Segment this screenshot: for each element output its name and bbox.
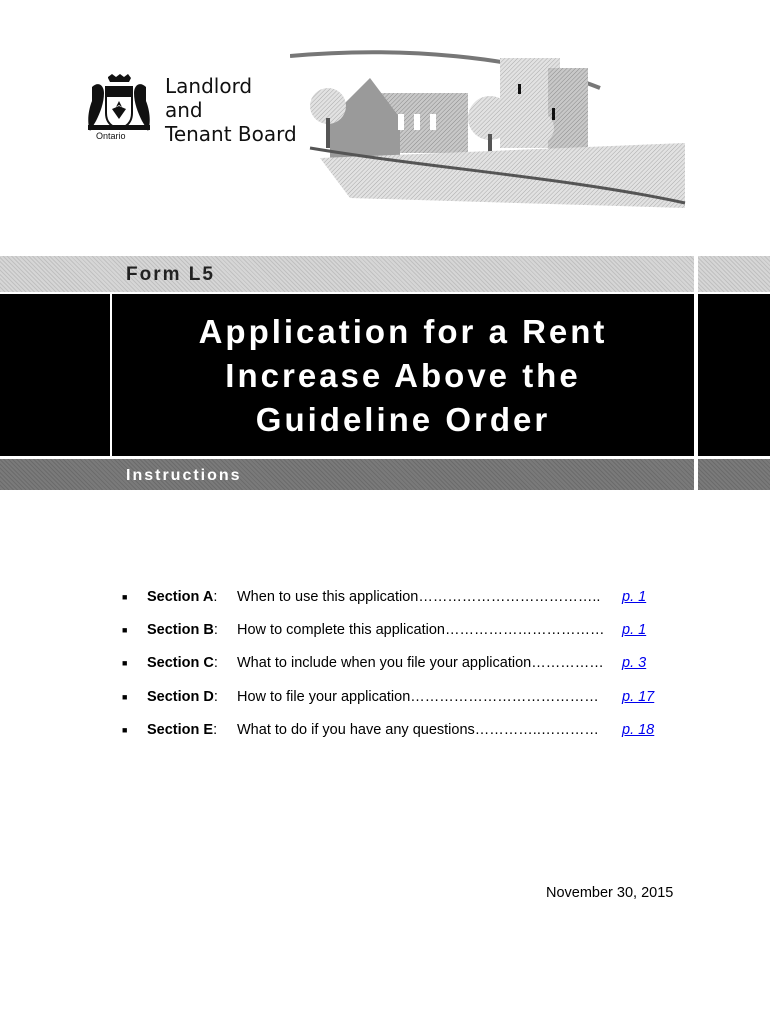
toc-section-label: Section C <box>147 655 214 671</box>
org-name-line-3: Tenant Board <box>165 122 297 146</box>
toc-description: What to do if you have any questions…………..………… <box>237 722 599 738</box>
toc-item-section-c: ■ Section C: What to include when you file your application…………… p. 3 <box>122 655 647 671</box>
title-band-right <box>698 294 770 456</box>
form-number-band-right <box>698 256 770 292</box>
form-number: Form L5 <box>126 264 215 285</box>
bullet-icon: ■ <box>122 592 128 602</box>
toc-item-section-b: ■ Section B: How to complete this application…………………………… p. 1 <box>122 622 647 638</box>
toc-section-label: Section A <box>147 589 214 605</box>
toc-section-label: Section D <box>147 689 214 705</box>
toc-item-section-d: ■ Section D: How to file your application………………………………… p. 17 <box>122 689 655 705</box>
bullet-icon: ■ <box>122 725 128 735</box>
bullet-icon: ■ <box>122 692 128 702</box>
toc-description: When to use this application……………………………….. <box>237 589 601 605</box>
title-line-2: Increase Above the <box>225 357 581 394</box>
document-date: November 30, 2015 <box>546 885 674 901</box>
toc-page-link[interactable]: p. 3 <box>622 655 647 671</box>
toc-description: What to include when you file your application…………… <box>237 655 604 671</box>
title-line-3: Guideline Order <box>255 401 551 438</box>
title-line-1: Application for a Rent <box>198 313 608 350</box>
toc-page-link[interactable]: p. 18 <box>622 722 655 738</box>
document-title <box>112 310 694 442</box>
org-name-line-2: and <box>165 98 203 122</box>
toc-page-link[interactable]: p. 1 <box>622 589 647 605</box>
form-number-band <box>0 256 694 292</box>
title-band-left <box>0 294 110 456</box>
instructions-heading: Instructions <box>126 467 242 484</box>
toc-description: How to complete this application…………………………… <box>237 622 605 638</box>
toc-item-section-a: ■ Section A: When to use this application……………………………….. p. 1 <box>122 589 647 605</box>
crest-caption: Ontario <box>96 131 126 141</box>
toc-section-label: Section E <box>147 722 214 738</box>
org-name-line-1: Landlord <box>165 74 253 98</box>
toc-section-label: Section B <box>147 622 214 638</box>
toc-description: How to file your application………………………………… <box>237 689 599 705</box>
toc-item-section-e: ■ Section E: What to do if you have any questions…………..………… p. 18 <box>122 722 655 738</box>
instructions-band-right <box>698 459 770 490</box>
bullet-icon: ■ <box>122 658 128 668</box>
toc-page-link[interactable]: p. 1 <box>622 622 647 638</box>
bullet-icon: ■ <box>122 625 128 635</box>
city-illustration <box>290 48 690 208</box>
instructions-band <box>0 459 694 490</box>
toc-page-link[interactable]: p. 17 <box>622 689 655 705</box>
